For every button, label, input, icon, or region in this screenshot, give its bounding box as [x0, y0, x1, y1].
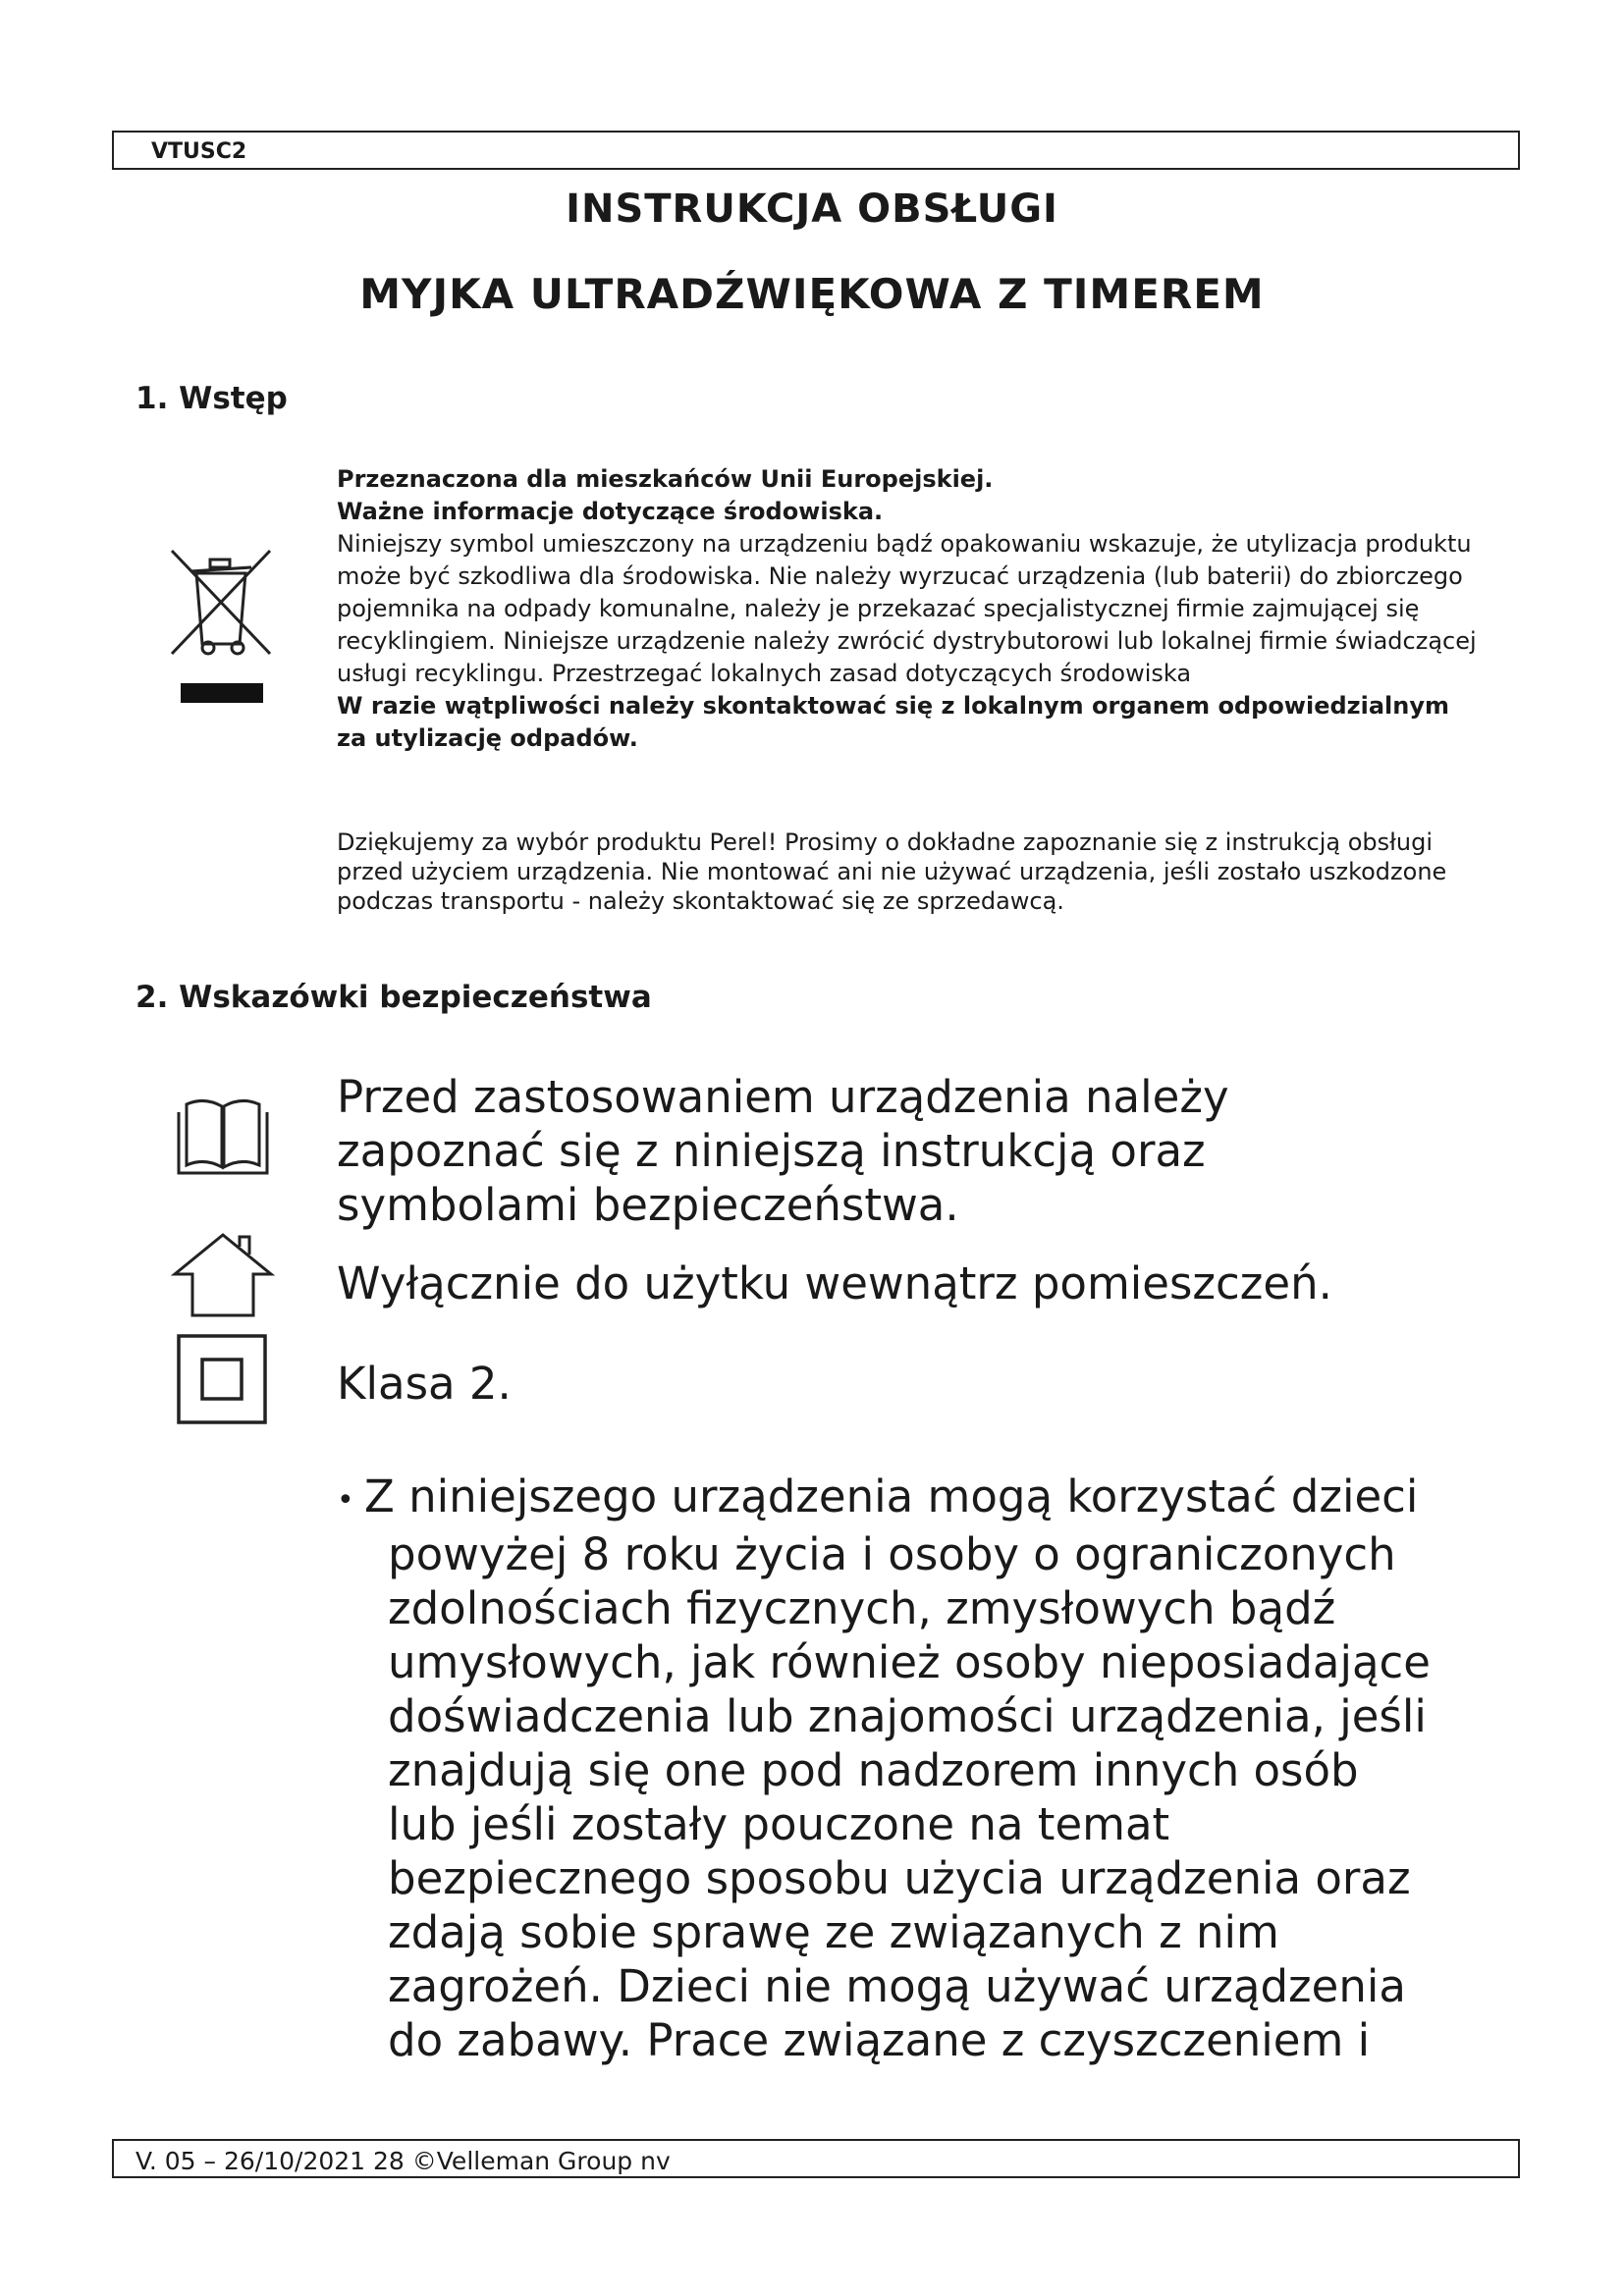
safety-bullet-children [337, 1469, 1495, 2067]
model-code: VTUSC2 [151, 139, 247, 164]
weee-bin-icon [167, 546, 275, 707]
bullet-line: do zabawy. Prace związane z czyszczeniem i [388, 2013, 1371, 2066]
bullet-line: umysłowych, jak również osoby nieposiadające [388, 1635, 1431, 1688]
bullet-line: zagrożeń. Dzieci nie mogą używać urządzenia [388, 1959, 1406, 2012]
bullet-line: zdolnościach fizycznych, zmysłowych bądź [388, 1581, 1336, 1634]
thanks-paragraph: Dziękujemy za wybór produktu Perel! Prosimy o dokładne zapoznanie się z instrukcją obsługi przed użyciem urządzenia. Nie montować ani nie używać urządzenia, jeśli zostało uszkodzone podczas transportu - należy skontaktować się ze sprzedawcą. [337, 828, 1447, 915]
bullet-line: bezpiecznego sposobu użycia urządzenia oraz [388, 1851, 1411, 1904]
section-heading-safety: 2. Wskazówki bezpieczeństwa [135, 980, 652, 1015]
class2-icon [175, 1332, 269, 1426]
header-box [112, 131, 1520, 170]
env-title-eu: Przeznaczona dla mieszkańców Unii Europejskiej. [337, 465, 994, 493]
product-title: MYJKA ULTRADŹWIĘKOWA Z TIMEREM [359, 270, 1265, 318]
footer-box [112, 2139, 1520, 2178]
environment-info [337, 463, 1486, 755]
env-title-important: Ważne informacje dotyczące środowiska. [337, 498, 884, 525]
footer-version: V. 05 – 26/10/2021 28 ©Velleman Group nv [135, 2147, 671, 2175]
house-icon [169, 1229, 277, 1319]
bullet-dot: • [337, 1482, 354, 1518]
bullet-line: znajdują się one pod nadzorem innych osób [388, 1743, 1359, 1796]
env-body: Niniejszy symbol umieszczony na urządzeniu bądź opakowaniu wskazuje, że utylizacja produktu może być szkodliwa dla środowiska. Nie należy wyrzucać urządzenia (lub baterii) do zbiorczego pojemnika na odpady komunalne, należy je przekazać specjalistycznej firmie zajmującej się recyklingiem. Niniejsze urządzenie należy zwrócić dystrybutorowi lub lokalnej firmie świadczącej usługi recyklingu. Przestrzegać lokalnych zasad dotyczących środowiska [337, 530, 1477, 687]
env-contact-note: W razie wątpliwości należy skontaktować się z lokalnym organem odpowiedzialnym za utylizację odpadów. [337, 692, 1450, 752]
section-heading-intro: 1. Wstęp [135, 381, 288, 416]
bullet-line: lub jeśli zostały pouczone na temat [388, 1797, 1170, 1850]
bullet-line: doświadczenia lub znajomości urządzenia, jeśli [388, 1689, 1427, 1742]
bullet-line: powyżej 8 roku życia i osoby o ograniczonych [388, 1527, 1396, 1580]
safety-class2-text: Klasa 2. [337, 1358, 512, 1410]
book-icon [169, 1095, 277, 1183]
document-title: INSTRUKCJA OBSŁUGI [566, 187, 1058, 232]
bullet-line: • Z niniejszego urządzenia mogą korzystać dzieci [337, 1469, 1495, 1527]
safety-indoor-text: Wyłącznie do użytku wewnątrz pomieszczeń. [337, 1257, 1332, 1309]
bullet-line: zdają sobie sprawę ze związanych z nim [388, 1905, 1279, 1958]
safety-read-manual-text: Przed zastosowaniem urządzenia należy zapoznać się z niniejszą instrukcją oraz symbolami bezpieczeństwa. [337, 1071, 1229, 1231]
